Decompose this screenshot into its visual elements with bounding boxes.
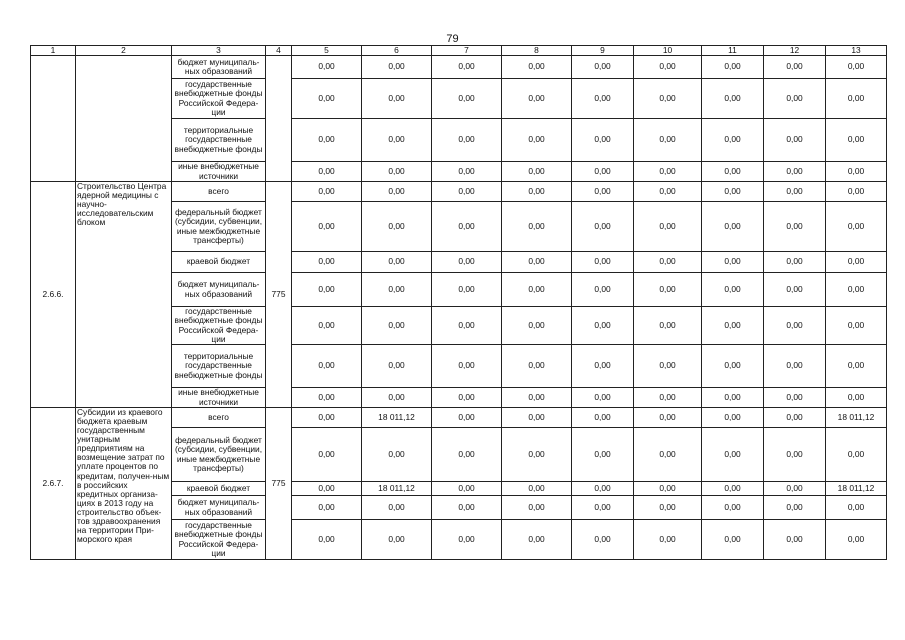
value-cell: 0,00 <box>826 345 887 388</box>
funding-source: бюджет муниципаль-ных образований <box>172 496 266 520</box>
value-cell: 0,00 <box>432 482 502 496</box>
value-cell: 0,00 <box>764 520 826 560</box>
item-name-cell <box>76 56 172 182</box>
value-cell: 0,00 <box>764 482 826 496</box>
value-cell: 0,00 <box>634 345 702 388</box>
value-cell: 0,00 <box>702 79 764 119</box>
value-cell: 0,00 <box>292 496 362 520</box>
value-cell: 0,00 <box>362 388 432 408</box>
value-cell: 0,00 <box>362 273 432 307</box>
value-cell: 0,00 <box>826 428 887 482</box>
value-cell: 0,00 <box>764 496 826 520</box>
value-cell: 0,00 <box>702 520 764 560</box>
funding-source: всего <box>172 408 266 428</box>
value-cell: 0,00 <box>702 496 764 520</box>
value-cell: 18 011,12 <box>826 482 887 496</box>
value-cell: 0,00 <box>292 428 362 482</box>
value-cell: 0,00 <box>502 520 572 560</box>
value-cell: 0,00 <box>572 252 634 273</box>
value-cell: 0,00 <box>572 119 634 162</box>
value-cell: 18 011,12 <box>362 408 432 428</box>
value-cell: 0,00 <box>292 520 362 560</box>
value-cell: 0,00 <box>432 428 502 482</box>
column-header: 11 <box>702 46 764 56</box>
value-cell: 0,00 <box>634 252 702 273</box>
value-cell: 0,00 <box>572 520 634 560</box>
value-cell: 0,00 <box>764 202 826 252</box>
value-cell: 0,00 <box>764 162 826 182</box>
value-cell: 0,00 <box>572 79 634 119</box>
value-cell: 0,00 <box>502 182 572 202</box>
column-header: 7 <box>432 46 502 56</box>
value-cell: 0,00 <box>572 202 634 252</box>
value-cell: 0,00 <box>764 56 826 79</box>
value-cell: 0,00 <box>702 252 764 273</box>
value-cell: 0,00 <box>292 273 362 307</box>
value-cell: 0,00 <box>362 428 432 482</box>
value-cell: 0,00 <box>764 119 826 162</box>
value-cell: 0,00 <box>432 202 502 252</box>
value-cell: 0,00 <box>572 496 634 520</box>
column-header: 2 <box>76 46 172 56</box>
value-cell: 0,00 <box>572 482 634 496</box>
value-cell: 0,00 <box>634 119 702 162</box>
funding-source: краевой бюджет <box>172 252 266 273</box>
value-cell: 0,00 <box>502 482 572 496</box>
value-cell: 0,00 <box>826 182 887 202</box>
value-cell: 0,00 <box>702 182 764 202</box>
value-cell: 0,00 <box>634 496 702 520</box>
funding-source: федеральный бюджет (субсидии, субвенции, иные межбюджетные трансферты) <box>172 428 266 482</box>
value-cell: 0,00 <box>572 182 634 202</box>
value-cell: 0,00 <box>764 428 826 482</box>
value-cell: 0,00 <box>764 345 826 388</box>
value-cell: 0,00 <box>432 252 502 273</box>
value-cell: 0,00 <box>432 273 502 307</box>
value-cell: 0,00 <box>826 56 887 79</box>
value-cell: 0,00 <box>432 182 502 202</box>
value-cell: 0,00 <box>362 119 432 162</box>
value-cell: 0,00 <box>572 162 634 182</box>
column-header-row <box>31 46 887 56</box>
value-cell: 0,00 <box>634 162 702 182</box>
column-header: 1 <box>31 46 76 56</box>
value-cell: 0,00 <box>572 56 634 79</box>
value-cell: 0,00 <box>432 408 502 428</box>
value-cell: 0,00 <box>572 388 634 408</box>
value-cell: 0,00 <box>764 79 826 119</box>
value-cell: 0,00 <box>826 273 887 307</box>
value-cell: 0,00 <box>634 520 702 560</box>
value-cell: 0,00 <box>502 307 572 345</box>
value-cell: 0,00 <box>826 202 887 252</box>
funding-source: государственные внебюджетные фонды Российской Федера-ции <box>172 520 266 560</box>
value-cell: 0,00 <box>362 202 432 252</box>
value-cell: 0,00 <box>502 119 572 162</box>
value-cell: 0,00 <box>502 388 572 408</box>
value-cell: 0,00 <box>572 428 634 482</box>
value-cell: 0,00 <box>634 428 702 482</box>
value-cell: 0,00 <box>826 79 887 119</box>
budget-table <box>30 45 887 560</box>
value-cell: 0,00 <box>362 162 432 182</box>
value-cell: 0,00 <box>432 307 502 345</box>
value-cell: 0,00 <box>292 482 362 496</box>
value-cell: 0,00 <box>702 428 764 482</box>
funding-source: иные внебюджетные источники <box>172 388 266 408</box>
value-cell: 0,00 <box>702 119 764 162</box>
column-header: 3 <box>172 46 266 56</box>
value-cell: 0,00 <box>432 345 502 388</box>
value-cell: 0,00 <box>826 388 887 408</box>
value-cell: 0,00 <box>634 482 702 496</box>
value-cell: 0,00 <box>362 307 432 345</box>
value-cell: 0,00 <box>292 252 362 273</box>
value-cell: 0,00 <box>634 388 702 408</box>
funding-source: территориальные государственные внебюджетные фонды <box>172 119 266 162</box>
value-cell: 0,00 <box>502 345 572 388</box>
value-cell: 0,00 <box>502 408 572 428</box>
column-header: 10 <box>634 46 702 56</box>
value-cell: 0,00 <box>826 520 887 560</box>
value-cell: 0,00 <box>764 252 826 273</box>
funding-source: краевой бюджет <box>172 482 266 496</box>
item-code-cell <box>266 56 292 182</box>
value-cell: 0,00 <box>362 79 432 119</box>
value-cell: 0,00 <box>502 162 572 182</box>
value-cell: 0,00 <box>432 119 502 162</box>
value-cell: 18 011,12 <box>826 408 887 428</box>
value-cell: 0,00 <box>634 182 702 202</box>
funding-source: федеральный бюджет (субсидии, субвенции, иные межбюджетные трансферты) <box>172 202 266 252</box>
item-number: 2.6.7. <box>31 408 76 560</box>
table-row <box>31 408 887 428</box>
funding-source: государственные внебюджетные фонды Российской Федера-ции <box>172 307 266 345</box>
value-cell: 0,00 <box>362 56 432 79</box>
value-cell: 0,00 <box>826 162 887 182</box>
item-number-cell <box>31 56 76 182</box>
value-cell: 0,00 <box>702 162 764 182</box>
value-cell: 18 011,12 <box>362 482 432 496</box>
table-row <box>31 182 887 202</box>
funding-source: бюджет муниципаль-ных образований <box>172 56 266 79</box>
value-cell: 0,00 <box>292 79 362 119</box>
value-cell: 0,00 <box>572 307 634 345</box>
value-cell: 0,00 <box>292 162 362 182</box>
item-number: 2.6.6. <box>31 182 76 408</box>
value-cell: 0,00 <box>362 345 432 388</box>
value-cell: 0,00 <box>764 182 826 202</box>
value-cell: 0,00 <box>634 79 702 119</box>
value-cell: 0,00 <box>572 273 634 307</box>
value-cell: 0,00 <box>702 388 764 408</box>
value-cell: 0,00 <box>502 79 572 119</box>
column-header: 6 <box>362 46 432 56</box>
value-cell: 0,00 <box>764 307 826 345</box>
value-cell: 0,00 <box>702 273 764 307</box>
item-name: Строительство Центра ядерной медицины с научно-исследовательским блоком <box>76 182 172 408</box>
value-cell: 0,00 <box>502 496 572 520</box>
value-cell: 0,00 <box>432 162 502 182</box>
value-cell: 0,00 <box>634 273 702 307</box>
value-cell: 0,00 <box>362 252 432 273</box>
value-cell: 0,00 <box>292 182 362 202</box>
value-cell: 0,00 <box>432 520 502 560</box>
value-cell: 0,00 <box>702 482 764 496</box>
column-header: 12 <box>764 46 826 56</box>
item-name: Субсидии из краевого бюджета краевым государственным унитарным предприятиям на возмещение затрат по уплате процентов по кредитам, получен-ным в российских кредитных организа-циях в 2013 году на строительство объек-тов здравоохранения на территории При-морского края <box>76 408 172 560</box>
value-cell: 0,00 <box>292 307 362 345</box>
value-cell: 0,00 <box>634 56 702 79</box>
funding-source: всего <box>172 182 266 202</box>
value-cell: 0,00 <box>826 119 887 162</box>
value-cell: 0,00 <box>432 56 502 79</box>
value-cell: 0,00 <box>764 273 826 307</box>
value-cell: 0,00 <box>362 496 432 520</box>
column-header: 13 <box>826 46 887 56</box>
value-cell: 0,00 <box>826 307 887 345</box>
funding-source: бюджет муниципаль-ных образований <box>172 273 266 307</box>
value-cell: 0,00 <box>702 56 764 79</box>
value-cell: 0,00 <box>502 56 572 79</box>
value-cell: 0,00 <box>292 119 362 162</box>
funding-source: государственные внебюджетные фонды Российской Федера-ции <box>172 79 266 119</box>
value-cell: 0,00 <box>702 202 764 252</box>
item-code: 775 <box>266 408 292 560</box>
value-cell: 0,00 <box>292 345 362 388</box>
funding-source: иные внебюджетные источники <box>172 162 266 182</box>
column-header: 8 <box>502 46 572 56</box>
value-cell: 0,00 <box>572 345 634 388</box>
value-cell: 0,00 <box>826 496 887 520</box>
value-cell: 0,00 <box>432 496 502 520</box>
value-cell: 0,00 <box>292 202 362 252</box>
value-cell: 0,00 <box>634 202 702 252</box>
column-header: 9 <box>572 46 634 56</box>
item-code: 775 <box>266 182 292 408</box>
value-cell: 0,00 <box>764 408 826 428</box>
value-cell: 0,00 <box>826 252 887 273</box>
value-cell: 0,00 <box>362 520 432 560</box>
page-number: 79 <box>446 33 459 45</box>
column-header: 5 <box>292 46 362 56</box>
value-cell: 0,00 <box>702 307 764 345</box>
value-cell: 0,00 <box>702 345 764 388</box>
value-cell: 0,00 <box>292 388 362 408</box>
value-cell: 0,00 <box>702 408 764 428</box>
value-cell: 0,00 <box>764 388 826 408</box>
table-row <box>31 56 887 79</box>
value-cell: 0,00 <box>502 428 572 482</box>
value-cell: 0,00 <box>362 182 432 202</box>
value-cell: 0,00 <box>502 202 572 252</box>
value-cell: 0,00 <box>502 273 572 307</box>
funding-source: территориальные государственные внебюджетные фонды <box>172 345 266 388</box>
value-cell: 0,00 <box>502 252 572 273</box>
value-cell: 0,00 <box>432 388 502 408</box>
value-cell: 0,00 <box>292 408 362 428</box>
value-cell: 0,00 <box>292 56 362 79</box>
value-cell: 0,00 <box>634 307 702 345</box>
value-cell: 0,00 <box>634 408 702 428</box>
column-header: 4 <box>266 46 292 56</box>
value-cell: 0,00 <box>432 79 502 119</box>
value-cell: 0,00 <box>572 408 634 428</box>
